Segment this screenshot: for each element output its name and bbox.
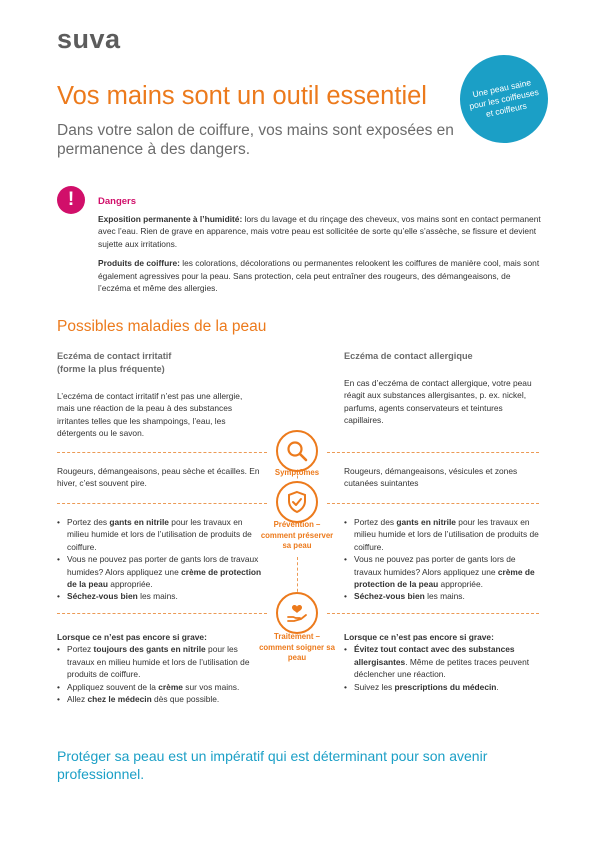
left-column-heading: [57, 350, 287, 376]
treatment-label: Traitement – comment soigner sa peau: [259, 632, 335, 662]
right-treatment-heading: Lorsque ce n’est pas encore si grave:: [344, 632, 494, 642]
list-item: • Allez chez le médecin dès que possible.: [57, 693, 262, 705]
left-description: L’eczéma de contact irritatif n’est pas une allergie, mais une réaction de la peau à des substances irritantes telles que les shampoings, l’eau, les détergents ou le savon.: [57, 391, 243, 439]
right-description: En cas d’eczéma de contact allergique, votre peau réagit aux substances allergisantes, p. ex. nickel, parfums, agents conservateurs et teintures capillaires.: [344, 378, 532, 426]
dangers-humidity-label: Exposition permanente à l’humidité:: [98, 214, 243, 224]
left-symptoms: Rougeurs, démangeaisons, peau sèche et écailles. En hiver, c’est souvent pire.: [57, 466, 260, 489]
left-treatment: [57, 631, 262, 705]
left-heading-line2: (forme la plus fréquente): [57, 364, 165, 374]
magnifier-icon: [276, 430, 318, 472]
list-item: • Portez des gants en nitrile pour les travaux en milieu humide et lors de l’utilisation de produits de coiffure.: [344, 516, 539, 553]
right-column-heading: Eczéma de contact allergique: [344, 351, 473, 361]
exclamation-icon: !: [57, 186, 85, 214]
right-treatment-list: [344, 643, 539, 693]
divider-symptoms-left: [57, 452, 267, 453]
section-title: Possibles maladies de la peau: [57, 318, 267, 335]
divider-prevention-right: [327, 503, 539, 504]
divider-symptoms-right: [327, 452, 539, 453]
divider-treatment-right: [327, 613, 539, 614]
dangers-heading: Dangers: [98, 196, 137, 207]
page-title: Vos mains sont un outil essentiel: [57, 82, 427, 110]
dangers-paragraph-products: [98, 257, 543, 294]
badge-circle: [452, 47, 556, 151]
list-item: • Portez des gants en nitrile pour les travaux en milieu humide et lors de l’utilisation de produits de coiffure.: [57, 516, 262, 553]
left-treatment-heading: Lorsque ce n’est pas encore si grave:: [57, 632, 207, 642]
dangers-products-text: les colorations, décolorations ou permanentes relookent les coiffures de manière cool, mais sont également agressives pour la peau. Sans protection, cela peut entraîner des rougeurs, des démangeaisons, de l’eczéma et même des allergies.: [98, 258, 540, 294]
badge-text: Une peau saine pour les coiffeuses et coiffeurs: [468, 76, 540, 119]
shield-check-icon: [276, 481, 318, 523]
list-item: • Vous ne pouvez pas porter de gants lors de travaux humides? Alors appliquez une crème de protection de la peau appropriée.: [57, 553, 262, 590]
right-symptoms: Rougeurs, démangeaisons, vésicules et zones cutanées suintantes: [344, 466, 518, 489]
list-item: • Vous ne pouvez pas porter de gants lors de travaux humides? Alors appliquez une crème de protection de la peau appropriée.: [344, 553, 539, 590]
symptoms-label: Symptômes: [274, 468, 320, 477]
list-item: • Appliquez souvent de la crème sur vos mains.: [57, 681, 262, 693]
list-item: • Portez toujours des gants en nitrile pour les travaux en milieu humide et lors de l’utilisation de produits de coiffure.: [57, 643, 262, 680]
dangers-body: [98, 213, 543, 301]
left-prevention-list: [57, 516, 262, 603]
divider-prevention-left: [57, 503, 267, 504]
divider-treatment-left: [57, 613, 267, 614]
hand-heart-icon: [276, 592, 318, 634]
list-item: • Séchez-vous bien les mains.: [344, 590, 539, 602]
suva-logo: suva: [57, 24, 121, 54]
left-heading-line1: Eczéma de contact irritatif: [57, 351, 172, 361]
right-prevention-list: [344, 516, 539, 603]
list-item: • Évitez tout contact avec des substances allergisantes. Même de petites traces peuvent déclencher une réaction.: [344, 643, 539, 680]
dangers-paragraph-humidity: [98, 213, 543, 250]
dangers-products-label: Produits de coiffure:: [98, 258, 180, 269]
footer-statement: Protéger sa peau est un impératif qui est déterminant pour son avenir professionnel.: [57, 748, 488, 782]
connector-2: [297, 557, 298, 597]
left-treatment-list: [57, 643, 262, 705]
list-item: • Suivez les prescriptions du médecin.: [344, 681, 539, 693]
dangers-humidity-text: lors du lavage et du rinçage des cheveux, vos mains sont en contact permanent avec l’eau. Rien de grave en apparence, mais votre peau est sollicitée de sorte qu’elle s’assèche, se fissure et devient sujette aux irritations.: [98, 214, 541, 249]
right-treatment: [344, 631, 539, 693]
prevention-label: Prévention – comment préserver sa peau: [260, 520, 334, 550]
page-subtitle: Dans votre salon de coiffure, vos mains sont exposées en permanence à des dangers.: [57, 122, 454, 158]
list-item: • Séchez-vous bien les mains.: [57, 590, 262, 602]
